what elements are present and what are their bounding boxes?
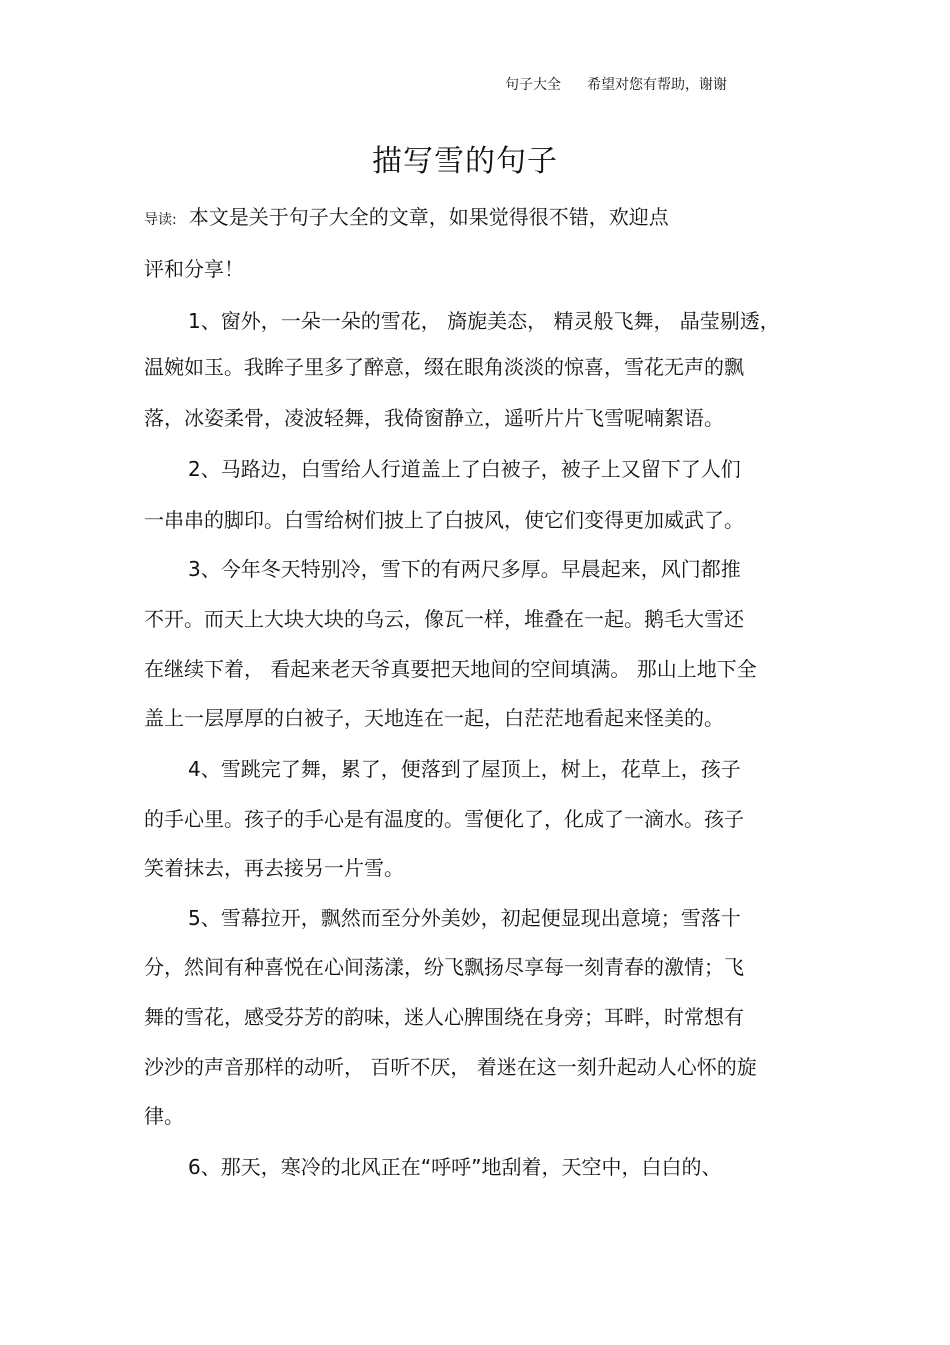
- paragraph-5-line-4: 沙沙的声音那样的动听， 百听不厌， 着迷在这一刻升起动人心怀的旋: [144, 1055, 757, 1079]
- paragraph-2-line-2: 一串串的脚印。白雪给树们披上了白披风，使它们变得更加威武了。: [144, 508, 744, 532]
- paragraph-5-line-5: 律。: [144, 1104, 184, 1128]
- page-title: 描写雪的句子: [372, 144, 558, 179]
- paragraph-3-line-4: 盖上一层厚厚的白被子，天地连在一起，白茫茫地看起来怪美的。: [144, 706, 724, 730]
- paragraph-4-line-3: 笑着抹去，再去接另一片雪。: [144, 856, 404, 880]
- header-site-name: 句子大全: [505, 77, 561, 93]
- page-header: [505, 76, 727, 94]
- paragraph-1-line-2: 温婉如玉。我眸子里多了醉意，缀在眼角淡淡的惊喜，雪花无声的飘: [144, 355, 744, 379]
- header-thanks-note: 希望对您有帮助，谢谢: [587, 77, 727, 93]
- intro-line-1: [144, 204, 669, 233]
- paragraph-6-line-1: 6、那天，寒冷的北风正在“呼呼”地刮着，天空中，白白的、: [188, 1155, 722, 1179]
- paragraph-5-line-3: 舞的雪花，感受芬芳的韵味，迷人心脾围绕在身旁；耳畔，时常想有: [144, 1005, 744, 1029]
- paragraph-4-line-1: 4、雪跳完了舞，累了，便落到了屋顶上，树上，花草上，孩子: [188, 757, 741, 781]
- paragraph-5-line-2: 分，然间有种喜悦在心间荡漾，纷飞飘扬尽享每一刻青春的激情；飞: [144, 955, 744, 979]
- paragraph-3-line-3: 在继续下着， 看起来老天爷真要把天地间的空间填满。 那山上地下全: [144, 657, 757, 681]
- intro-text-1: 本文是关于句子大全的文章，如果觉得很不错，欢迎点: [188, 205, 669, 229]
- paragraph-2-line-1: 2、马路边，白雪给人行道盖上了白被子，被子上又留下了人们: [188, 457, 741, 481]
- paragraph-4-line-2: 的手心里。孩子的手心是有温度的。雪便化了，化成了一滴水。孩子: [144, 807, 744, 831]
- intro-label: 导读:: [144, 212, 177, 228]
- paragraph-1-line-1: 1、窗外，一朵一朵的雪花， 旖旎美态， 精灵般飞舞， 晶莹剔透，: [188, 309, 780, 333]
- paragraph-3-line-2: 不开。而天上大块大块的乌云，像瓦一样，堆叠在一起。鹅毛大雪还: [144, 607, 744, 631]
- intro-line-2: 评和分享！: [144, 257, 244, 281]
- paragraph-1-line-3: 落，冰姿柔骨，凌波轻舞，我倚窗静立，遥听片片飞雪呢喃絮语。: [144, 406, 724, 430]
- paragraph-5-line-1: 5、雪幕拉开，飘然而至分外美妙，初起便显现出意境；雪落十: [188, 906, 741, 930]
- paragraph-3-line-1: 3、今年冬天特别冷，雪下的有两尺多厚。早晨起来，风门都推: [188, 557, 741, 581]
